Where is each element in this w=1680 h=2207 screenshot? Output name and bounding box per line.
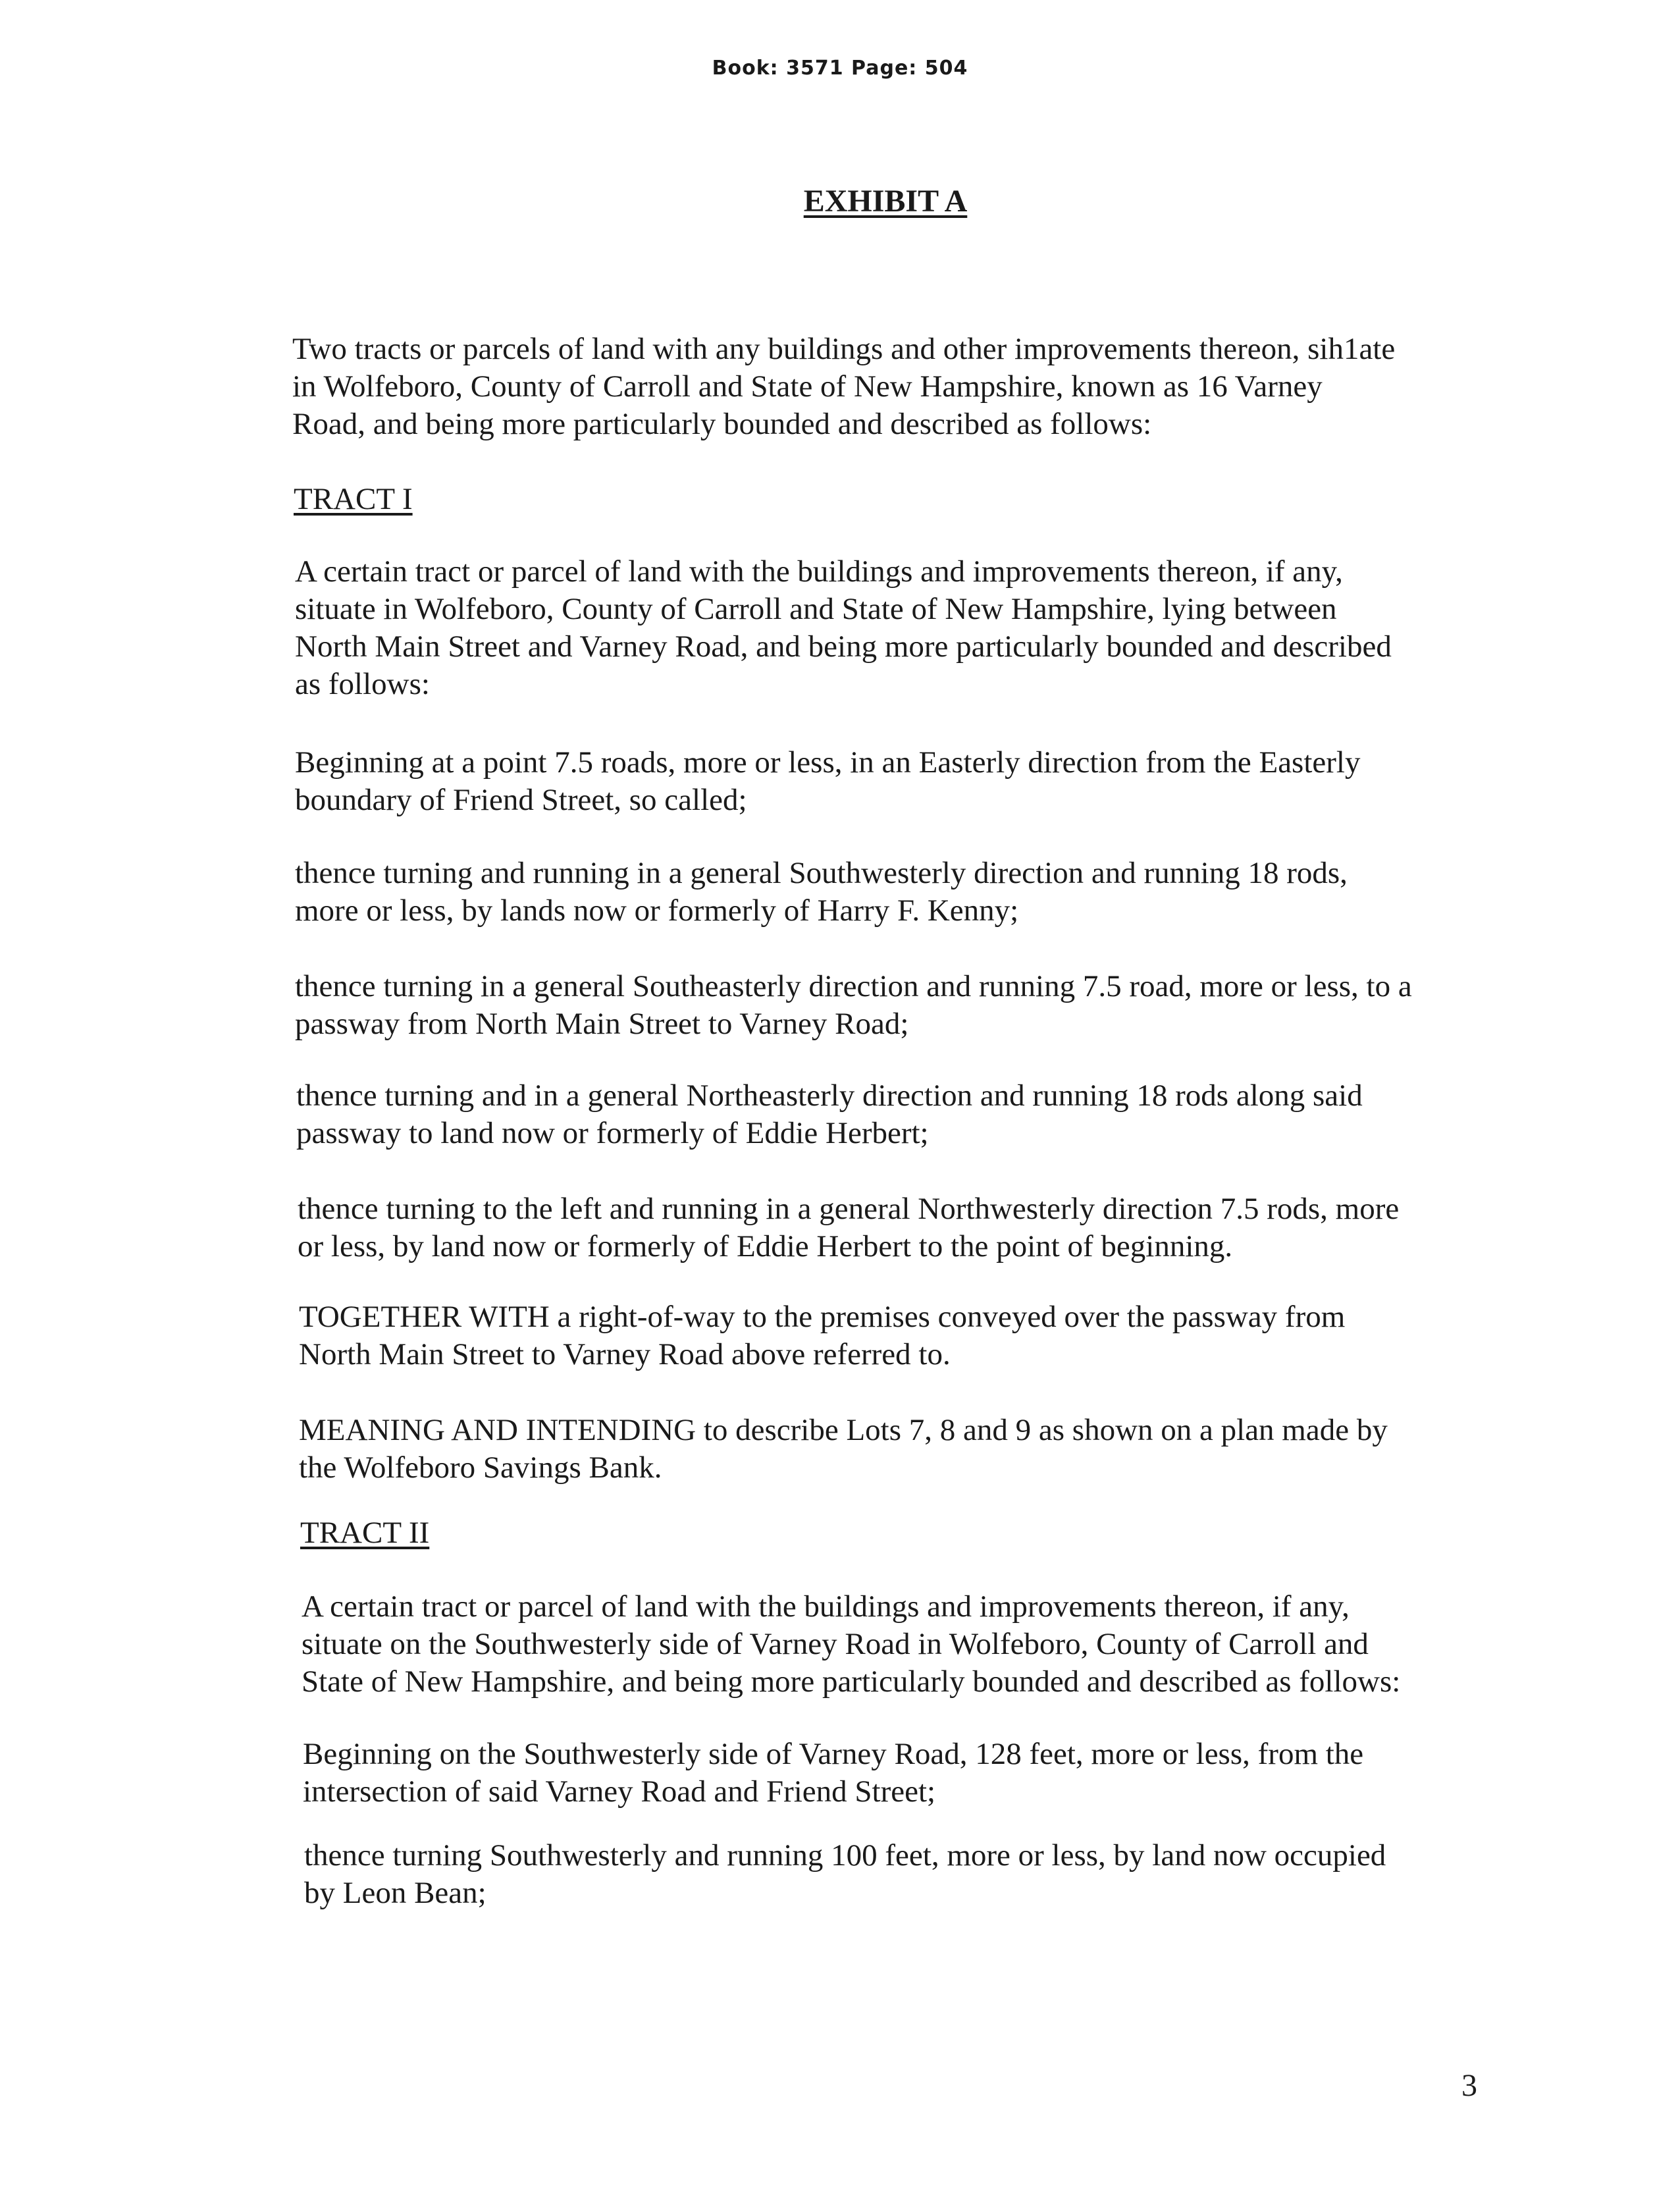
tract-1-paragraph-6: thence turning to the left and running in a general Northwesterly direction 7.5 rods, more or less, by land now or formerly of Eddie Herbert to the point of beginning. — [298, 1192, 1400, 1263]
tract-2-paragraph-1: A certain tract or parcel of land with the buildings and improvements thereon, if any, situate on the Southwesterly side of Varney Road in Wolfeboro, County of Carroll and State of New Hampshire, and being more particularly bounded and described as follows: — [302, 1589, 1401, 1699]
intro-paragraph: Two tracts or parcels of land with any buildings and other improvements thereon, sih1ate in Wolfeboro, County of Carroll and State of New Hampshire, known as 16 Varney Road, and being more particularly bounded and described as follows: — [292, 332, 1396, 441]
tract-1-paragraph-4: thence turning in a general Southeasterly direction and running 7.5 road, more or less, to a passway from North Main Street to Varney Road; — [295, 969, 1412, 1041]
tract-2-paragraph-3: thence turning Southwesterly and running 100 feet, more or less, by land now occupied by Leon Bean; — [304, 1838, 1386, 1910]
exhibit-title: EXHIBIT A — [803, 184, 968, 219]
tract-1-paragraph-5: thence turning and in a general Northeasterly direction and running 18 rods along said passway to land now or formerly of Eddie Herbert; — [296, 1078, 1363, 1150]
tract-1-paragraph-2: Beginning at a point 7.5 roads, more or less, in an Easterly direction from the Easterly boundary of Friend Street, so called; — [295, 745, 1361, 817]
book-page-header: Book: 3571 Page: 504 — [712, 57, 968, 80]
page-number: 3 — [1461, 2068, 1477, 2103]
tract-2-heading: TRACT II — [300, 1516, 430, 1550]
tract-1-paragraph-8: MEANING AND INTENDING to describe Lots 7, 8 and 9 as shown on a plan made by the Wolfeboro Savings Bank. — [299, 1413, 1388, 1485]
tract-1-paragraph-3: thence turning and running in a general Southwesterly direction and running 18 rods, more or less, by lands now or formerly of Harry F. Kenny; — [295, 856, 1348, 928]
tract-2-paragraph-2: Beginning on the Southwesterly side of Varney Road, 128 feet, more or less, from the intersection of said Varney Road and Friend Street; — [303, 1737, 1364, 1809]
tract-1-heading: TRACT I — [294, 482, 413, 516]
tract-1-paragraph-7: TOGETHER WITH a right-of-way to the premises conveyed over the passway from North Main Street to Varney Road above referred to. — [299, 1300, 1346, 1371]
tract-1-paragraph-1: A certain tract or parcel of land with the buildings and improvements thereon, if any, situate in Wolfeboro, County of Carroll and State of New Hampshire, lying between North Main Street and Varney Road, and being more particularly bounded and described as follows: — [295, 554, 1392, 701]
